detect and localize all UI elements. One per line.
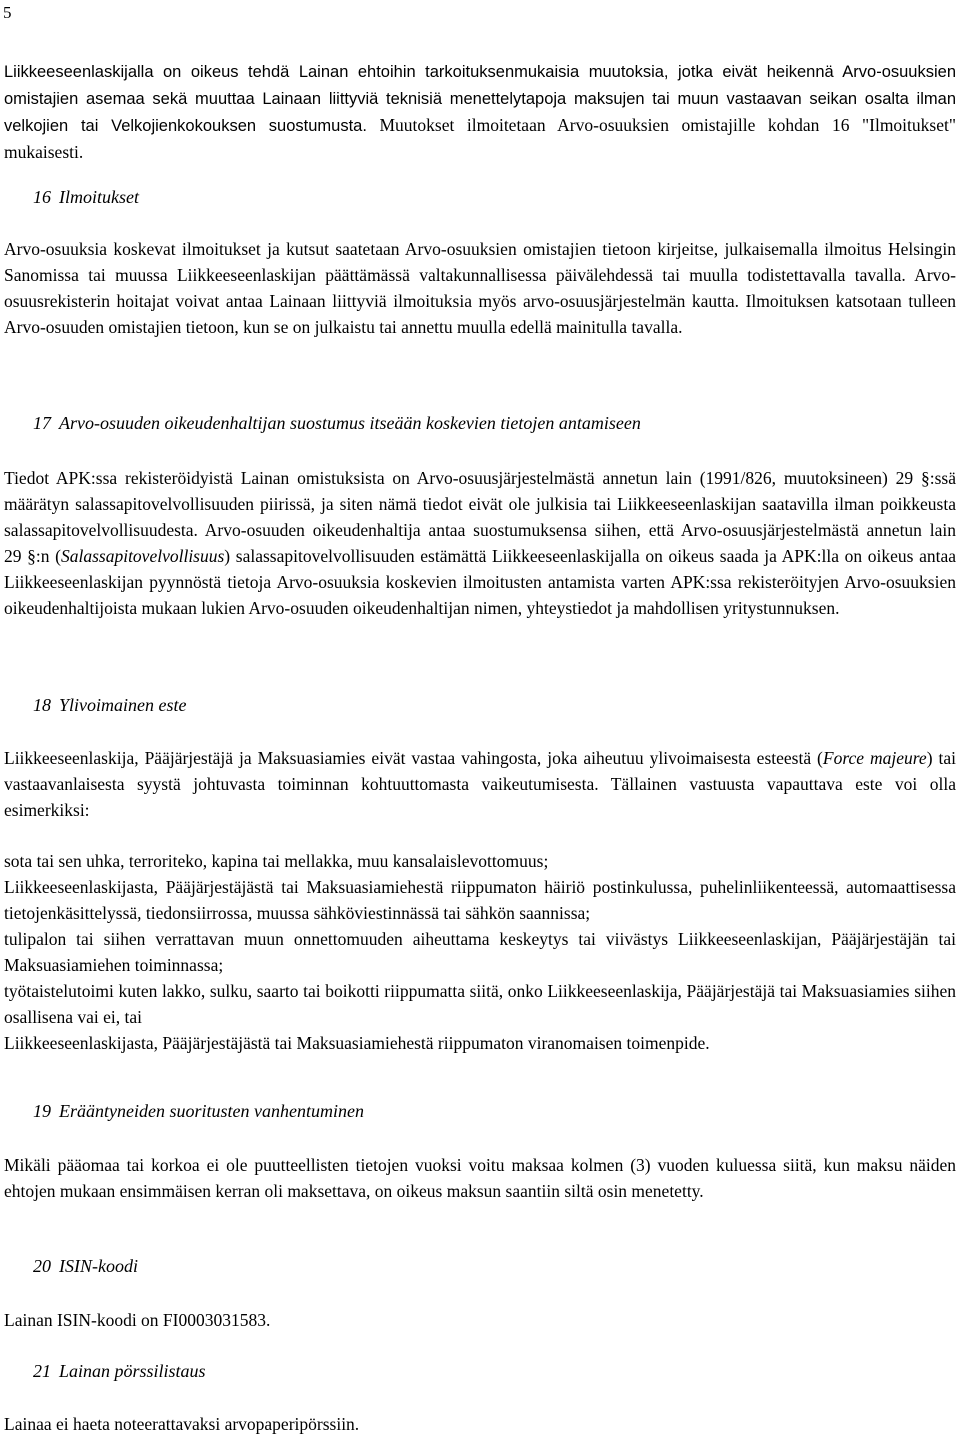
section-heading-20 xyxy=(33,1253,138,1279)
section-title: Lainan pörssilistaus xyxy=(59,1361,206,1381)
section-20-paragraph xyxy=(4,1307,956,1333)
paragraph-text: Lainan ISIN-koodi on FI0003031583. xyxy=(4,1310,271,1330)
section-heading-18 xyxy=(33,692,186,718)
list-item: työtaistelutoimi kuten lakko, sulku, saarto tai boikotti riippumatta siitä, onko Liikkeeseenlaskija, Pääjärjestäjä tai Maksuasiamies siihen osallisena vai ei, tai xyxy=(4,981,956,1027)
paragraph-text: Mikäli pääomaa tai korkoa ei ole puutteellisten tietojen vuoksi voitu maksaa kolmen (3) vuoden kuluessa siitä, kun maksu näiden ehtojen mukaan ensimmäisen kerran oli maksettava, on oikeus maksun saantiin siltä osin menetetty. xyxy=(4,1155,956,1201)
section-heading-21 xyxy=(33,1358,206,1384)
section-21-paragraph xyxy=(4,1411,956,1437)
paragraph-text-continued: 29 §:n (Salassapitovelvollisuus) salassapitovelvollisuuden estämättä Liikkeeseenlaskijalla on oikeus saada ja APK:lla on oikeus antaa Liikkeeseenlaskijan pyynnöstä tietoja Arvo-osuuksia koskevien ilmoitusten antamista varten APK:ssa rekisteröityjen Arvo-osuuksien oikeudenhaltijoista mukaan lukien Arvo-osuuden oikeudenhaltijan nimen, yhteystiedot ja mahdollisen yritystunnuksen. xyxy=(4,546,956,618)
paragraph-text: Lainaa ei haeta noteerattavaksi arvopaperipörssiin. xyxy=(4,1414,360,1434)
section-title: Ilmoitukset xyxy=(59,187,139,207)
section-number: 16 xyxy=(33,187,51,207)
section-number: 17 xyxy=(33,413,51,433)
section-number: 18 xyxy=(33,695,51,715)
section-heading-17 xyxy=(33,410,641,436)
section-heading-19 xyxy=(33,1098,364,1124)
list-item: Liikkeeseenlaskijasta, Pääjärjestäjästä tai Maksuasiamiehestä riippumaton häiriö postinkulussa, puhelinliikenteessä, automaattisessa tietojenkäsittelyssä, tiedonsiirrossa, muussa sähköviestinnässä tai sähkön saannissa; xyxy=(4,877,956,923)
section-title: Erääntyneiden suoritusten vanhentuminen xyxy=(59,1101,364,1121)
intro-paragraph xyxy=(4,58,956,165)
section-19-paragraph xyxy=(4,1152,956,1204)
section-title: ISIN-koodi xyxy=(59,1256,138,1276)
section-18-paragraph: Liikkeeseenlaskija, Pääjärjestäjä ja Maksuasiamies eivät vastaa vahingosta, joka aiheutuu ylivoimaisesta esteestä (Force majeure) tai vastaavanlaisesta syystä johtuvasta toiminnan kohtuuttomasta vaikeutumisesta. Tällainen vastuusta vapauttava este voi olla esimerkiksi: xyxy=(4,748,956,820)
section-title: Arvo-osuuden oikeudenhaltijan suostumus itseään koskevien tietojen antamiseen xyxy=(59,413,641,433)
list-item: tulipalon tai siihen verrattavan muun onnettomuuden aiheuttama keskeytys tai viivästys Liikkeeseenlaskijan, Pääjärjestäjän tai Maksuasiamiehen toiminnassa; xyxy=(4,929,956,975)
intro-text-serif: Muutokset ilmoitetaan Arvo-osuuksien omistajille kohdan 16 "Ilmoitukset" mukaisesti. xyxy=(4,115,956,162)
list-item: Liikkeeseenlaskijasta, Pääjärjestäjästä tai Maksuasiamiehestä riippumaton viranomaisen toimenpide. xyxy=(4,1033,710,1053)
italic-term: Salassapitovelvollisuus xyxy=(60,546,225,566)
page-number: 5 xyxy=(3,3,12,22)
italic-term: Force majeure xyxy=(822,748,927,768)
intro-text-sans: Liikkeeseenlaskijalla on oikeus tehdä Lainan ehtoihin tarkoituksenmukaisia muutoksia, jotka eivät heikennä Arvo-osuuksien omistajien asemaa sekä muuttaa Lainaan liittyviä teknisiä menettelytapoja maksujen tai muun vastaavan seikan osalta ilman velkojien tai Velkojienkokouksen suostumusta. xyxy=(4,63,956,135)
section-16-paragraph xyxy=(4,236,956,340)
section-number: 20 xyxy=(33,1256,51,1276)
section-number: 19 xyxy=(33,1101,51,1121)
paragraph-text: Arvo-osuuksia koskevat ilmoitukset ja kutsut saatetaan Arvo-osuuksien omistajien tietoon kirjeitse, julkaisemalla ilmoitus Helsingin Sanomissa tai muussa Liikkeeseenlaskijan päättämässä valtakunnallisessa päivälehdessä tai muulla todistettavalla tavalla. Arvo-osuusrekisterin hoitajat voivat antaa Lainaan liittyviä ilmoituksia myös arvo-osuusjärjestelmän kautta. Ilmoituksen katsotaan tulleen Arvo-osuuden omistajien tietoon, kun se on julkaistu tai annettu muulla edellä mainitulla tavalla. xyxy=(4,239,956,337)
section-heading-16 xyxy=(33,184,139,210)
list-item: sota tai sen uhka, terroriteko, kapina tai mellakka, muu kansalaislevottomuus; xyxy=(4,851,549,871)
section-number: 21 xyxy=(33,1361,51,1381)
section-17-paragraph xyxy=(4,465,956,621)
section-18-list xyxy=(4,848,956,1056)
section-title: Ylivoimainen este xyxy=(59,695,187,715)
paragraph-text: Tiedot APK:ssa rekisteröidyistä Lainan omistuksista on Arvo-osuusjärjestelmästä annetun lain (1991/826, muutoksineen) 29 §:ssä määrätyn salassapitovelvollisuuden piirissä, ja siten nämä tiedot eivät ole julkisia tai Liikkeeseenlaskijan saatavilla ilman poikkeusta salassapitovelvollisuudesta. Arvo-osuuden oikeudenhaltija antaa suostumuksensa siihen, että Arvo-osuusjärjestelmästä annetun lain xyxy=(4,468,956,540)
